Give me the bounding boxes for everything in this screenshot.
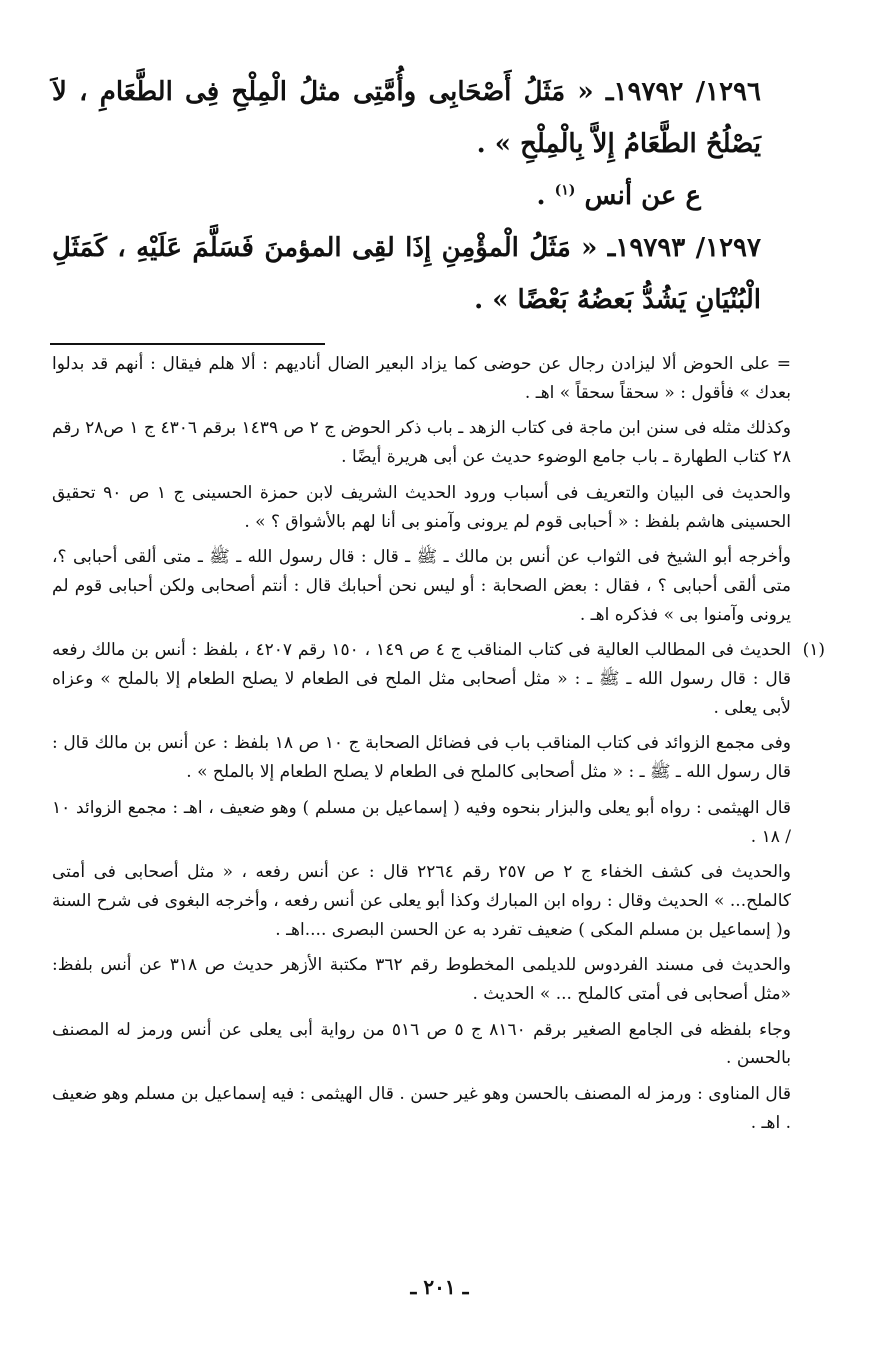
footnote-separator xyxy=(50,343,325,345)
hadith-1296: ١٢٩٦/ ١٩٧٩٢ـ « مَثَلُ أَصْحَابِى وأُمَّتِى مثلُ الْمِلْحِ فِى الطَّعَامِ ، لاَ يَصْلُحُ الطَّعَامُ إِلاَّ بِالْمِلْحِ » . xyxy=(52,77,761,159)
page-number: ـ ٢٠١ ـ xyxy=(410,1275,469,1299)
footnote-paragraph: قال الهيثمى : رواه أبو يعلى والبزار بنحوه وفيه ( إسماعيل بن مسلم ) وهو ضعيف ، اهـ : مجمع الزوائد ١٠ / ١٨ . xyxy=(52,797,791,847)
main-text xyxy=(52,66,761,326)
source-text: ع عن أنس xyxy=(584,181,701,211)
footnote-paragraph: وفى مجمع الزوائد فى كتاب المناقب باب فى فضائل الصحابة ج ١٠ ص ١٨ بلفظ : عن أنس بن مالك قال : قال رسول الله ـ ﷺ ـ : « مثل أصحابى كالملح فى الطعام لا يصلح الطعام إلا بالملح » . xyxy=(52,733,791,783)
footnotes xyxy=(52,350,825,1145)
source-end: . xyxy=(536,181,555,211)
footnote-reference: (١) xyxy=(554,182,576,199)
footnote-paragraph: والحديث فى البيان والتعريف فى أسباب ورود الحديث الشريف لابن حمزة الحسينى ج ١ ص ٩٠ تحقيق الحسينى هاشم بلفظ : « أحبابى قوم لم يرونى وآمنو بى أنا لهم بالأشواق ؟ » . xyxy=(52,482,791,532)
footnote-paragraph: = على الحوض ألا ليزادن رجال عن حوضى كما يزاد البعير الضال أناديهم : ألا هلم فيقال : أنهم قد بدلوا بعدك » فأقول : « سحقاً سحقاً » اهـ . xyxy=(52,354,791,403)
footnote-paragraph: وكذلك مثله فى سنن ابن ماجة فى كتاب الزهد ـ باب ذكر الحوض ج ٢ ص ١٤٣٩ برقم ٤٣٠٦ ج ١ ص٢٨ رقم ٢٨ كتاب الطهارة ـ باب جامع الوضوء حديث عن أبى هريرة أيضًا . xyxy=(52,418,792,468)
footnote-1-text: الحديث فى المطالب العالية فى كتاب المناقب ج ٤ ص ١٤٩ ، ١٥٠ رقم ٤٢٠٧ ، بلفظ : أنس بن مالك رفعه قال : قال رسول الله ـ ﷺ ـ : « مثل أصحابى مثل الملح فى الطعام لا يصلح الطعام إلا بالملح » وعزاه لأبى يعلى . xyxy=(52,640,791,718)
footnote-paragraph: وجاء بلفظه فى الجامع الصغير برقم ٨١٦٠ ج ٥ ص ٥١٦ من رواية أبى يعلى عن أنس ورمز له المصنف بالحسن . xyxy=(52,1019,792,1069)
hadith-1297: ١٢٩٧/ ١٩٧٩٣ـ « مَثَلُ الْمؤْمِنِ إِذَا لقِى المؤمنَ فَسَلَّمَ عَلَيْهِ ، كَمَثَلِ الْبُنْيَانِ يَشُدُّ بَعضُهُ بَعْضًا » . xyxy=(52,233,761,315)
footnote-paragraph: وأخرجه أبو الشيخ فى الثواب عن أنس بن مالك ـ ﷺ ـ قال : قال رسول الله ـ ﷺ ـ متى ألقى أحبابى ؟، متى ألقى أحبابى ؟ ، فقال : بعض الصحابة : أو ليس نحن أحبابك قال : أنتم أصحابى ولكن أحبابى قوم لم يرونى وآمنوا بى » فذكره اهـ . xyxy=(52,547,791,625)
footnote-paragraph: والحديث فى كشف الخفاء ج ٢ ص ٢٥٧ رقم ٢٢٦٤ قال : عن أنس رفعه ، « مثل أصحابى فى أمتى كالملح... » الحديث وقال : رواه ابن المبارك وكذا أبو يعلى عن أنس رفعه ، وأخرجه البغوى فى شرح السنة و( إسماعيل بن مسلم المكى ) ضعيف تفرد به عن الحسن البصرى ....اهـ . xyxy=(52,862,791,940)
footnote-paragraph: قال المناوى : ورمز له المصنف بالحسن وهو غير حسن . قال الهيثمى : فيه إسماعيل بن مسلم وهو ضعيف . اهـ . xyxy=(52,1084,791,1133)
hadith-1296-source xyxy=(52,170,761,222)
footnote-1 xyxy=(52,636,825,722)
footnote-paragraph: والحديث فى مسند الفردوس للديلمى المخطوط رقم ٣٦٢ مكتبة الأزهر حديث ص ٣١٨ عن أنس بلفظ: «مثل أصحابى فى أمتى كالملح ... » الحديث . xyxy=(52,955,791,1005)
footnote-1-marker: (١) xyxy=(802,640,825,661)
